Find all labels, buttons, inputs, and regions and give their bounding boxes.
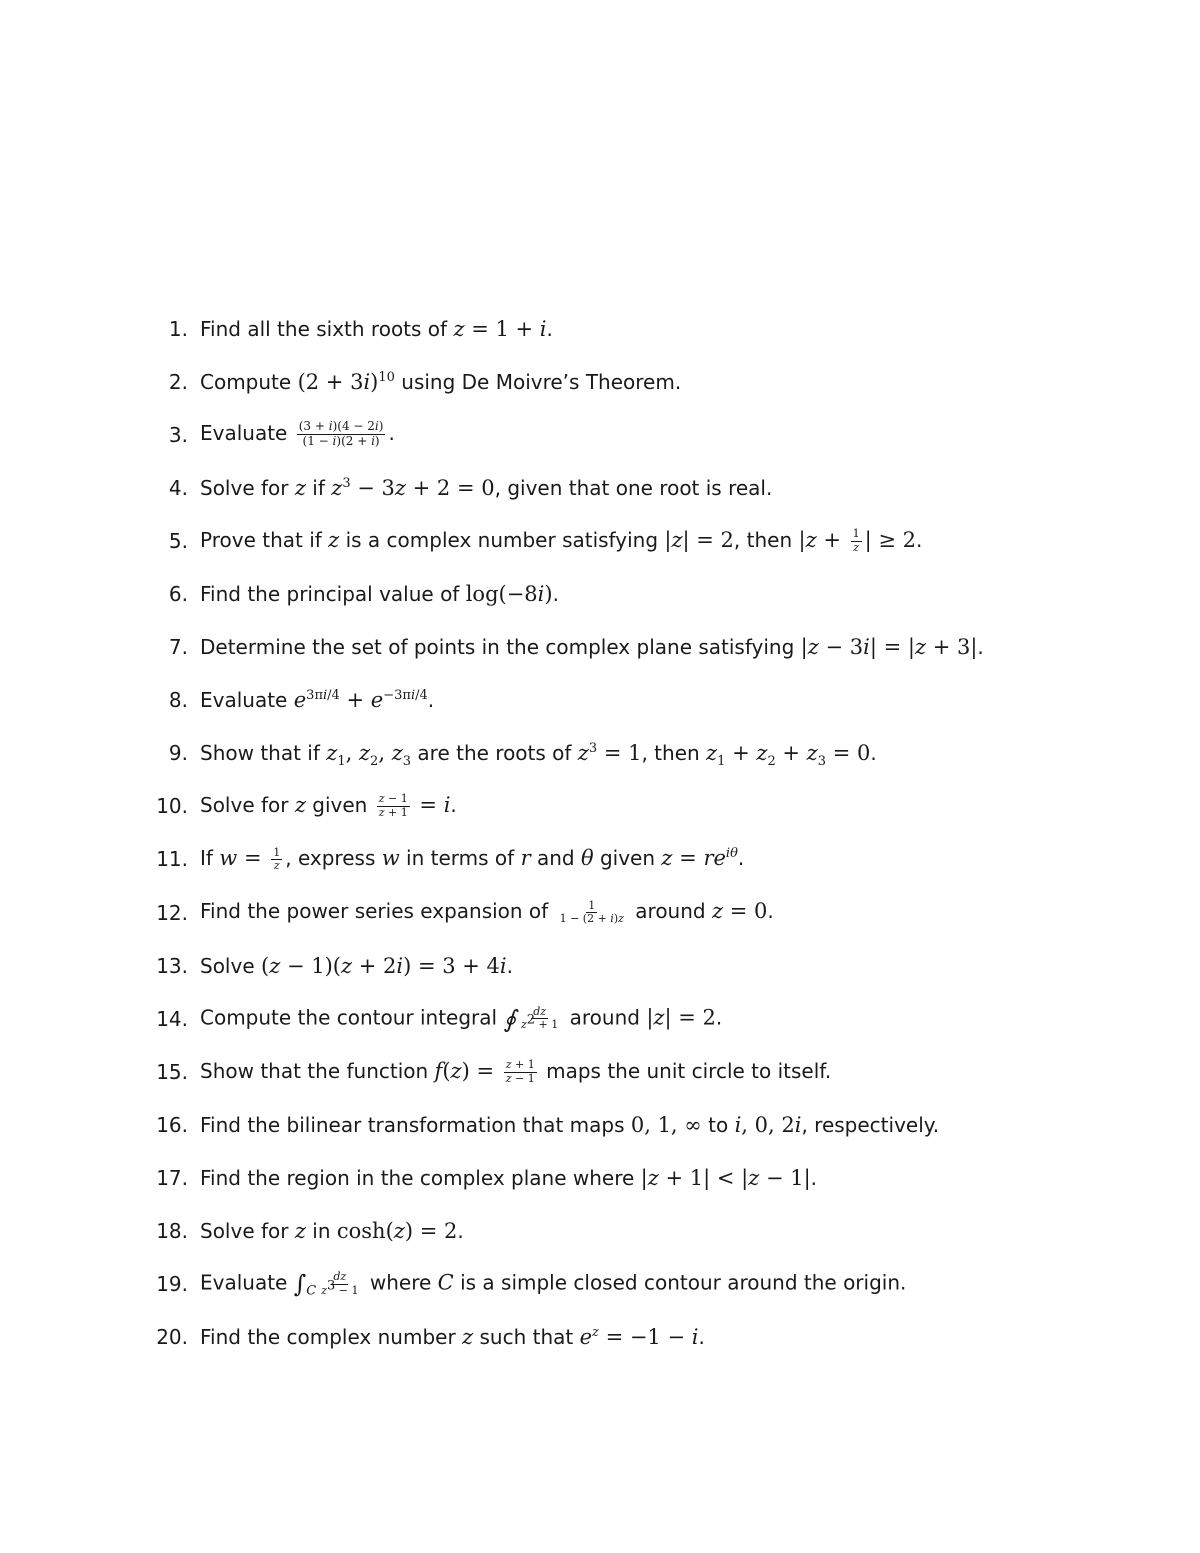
problem-4: [150, 461, 1150, 514]
problem-text: If w = $\frac{1}{z}$ , express w in terms of r and θ given $z = re^{i\theta}$.: [200, 845, 745, 873]
problem-13: [150, 939, 1150, 992]
problem-5: [150, 514, 1150, 567]
problem-1: [150, 302, 1150, 355]
problem-list: [150, 302, 1150, 1364]
problem-number: 4.: [168, 475, 188, 500]
problem-text: Evaluate $\frac{(3 + i)(4 - 2i)}{(1 - i)(2 + i)}$ .: [200, 419, 395, 449]
problem-number: 5.: [168, 528, 188, 553]
problem-number: 13.: [156, 953, 188, 978]
problem-text: Find all the sixth roots of z = 1 + i.: [200, 316, 553, 341]
problem-2: [150, 355, 1150, 408]
problem-number: 11.: [156, 847, 188, 872]
problem-text: Solve for z in cosh(z) = 2.: [200, 1219, 464, 1244]
problem-12: [150, 886, 1150, 939]
problem-number: 15.: [156, 1059, 188, 1084]
problem-text: Prove that if z is a complex number satisfying |z| = 2, then |z + $\frac{1}{z}$ | ≥ 2.: [200, 526, 923, 554]
problem-7: [150, 621, 1150, 674]
problem-8: [150, 674, 1150, 727]
problem-19: [150, 1258, 1150, 1311]
problem-18: [150, 1205, 1150, 1258]
problem-20: [150, 1311, 1150, 1364]
problem-text: Find the region in the complex plane where |z + 1| < |z − 1|.: [200, 1166, 818, 1191]
problem-number: 16.: [156, 1112, 188, 1137]
problem-text: Solve for z if $z^3 - 3z + 2 = 0$, given that one root is real.: [200, 475, 773, 500]
problem-number: 10.: [156, 794, 188, 819]
problem-text: Evaluate $e^{3\pi i/4} + e^{-3\pi i/4}$.: [200, 688, 435, 713]
problem-number: 2.: [168, 369, 188, 394]
problem-text: Compute the contour integral ∮ $\frac{dz}{z^2 + 1}$ around |z| = 2.: [200, 1004, 723, 1033]
problem-9: [150, 727, 1150, 780]
problem-number: 12.: [156, 900, 188, 925]
problem-number: 14.: [156, 1006, 188, 1031]
problem-text: Find the bilinear transformation that maps 0, 1, ∞ to i, 0, 2i, respectively.: [200, 1112, 940, 1137]
problem-16: [150, 1098, 1150, 1151]
problem-10: [150, 780, 1150, 833]
problem-text: Find the principal value of log(−8i).: [200, 582, 559, 607]
problem-number: 20.: [156, 1325, 188, 1350]
problem-text: Show that the function f(z) = $\frac{z + 1}{z - 1}$ maps the unit circle to itself.: [200, 1057, 832, 1085]
problem-number: 8.: [168, 688, 188, 713]
problem-text: Compute $(2 + 3i)^{10}$ using De Moivre’s Theorem.: [200, 369, 682, 394]
problem-6: [150, 567, 1150, 620]
problem-number: 7.: [168, 635, 188, 660]
problem-text: Find the power series expansion of $\frac{1}{1 - (2 + i)z}$ around z = 0.: [200, 898, 774, 926]
problem-number: 17.: [156, 1166, 188, 1191]
problem-number: 9.: [168, 741, 188, 766]
problem-15: [150, 1045, 1150, 1098]
problem-number: 3.: [168, 422, 188, 447]
problem-11: [150, 833, 1150, 886]
problem-text: Show that if $z_1$, $z_2$, $z_3$ are the roots of $z^3 = 1$, then $z_1 + z_2 + z_3 = 0$.: [200, 741, 877, 770]
problem-number: 19.: [156, 1272, 188, 1297]
problem-number: 1.: [168, 316, 188, 341]
problem-14: [150, 992, 1150, 1045]
problem-number: 18.: [156, 1219, 188, 1244]
problem-number: 6.: [168, 582, 188, 607]
problem-3: [150, 408, 1150, 461]
problem-text: Solve (z − 1)(z + 2i) = 3 + 4i.: [200, 953, 513, 978]
problem-text: Find the complex number z such that $e^z = -1 - i$.: [200, 1325, 705, 1350]
problem-text: Determine the set of points in the complex plane satisfying |z − 3i| = |z + 3|.: [200, 635, 984, 660]
problem-text: Evaluate $\int_C$ $\frac{dz}{z^3 - 1}$ where C is a simple closed contour around the origin.: [200, 1270, 907, 1299]
problem-17: [150, 1152, 1150, 1205]
problem-text: Solve for z given $\frac{z - 1}{z + 1}$ = i.: [200, 792, 457, 820]
